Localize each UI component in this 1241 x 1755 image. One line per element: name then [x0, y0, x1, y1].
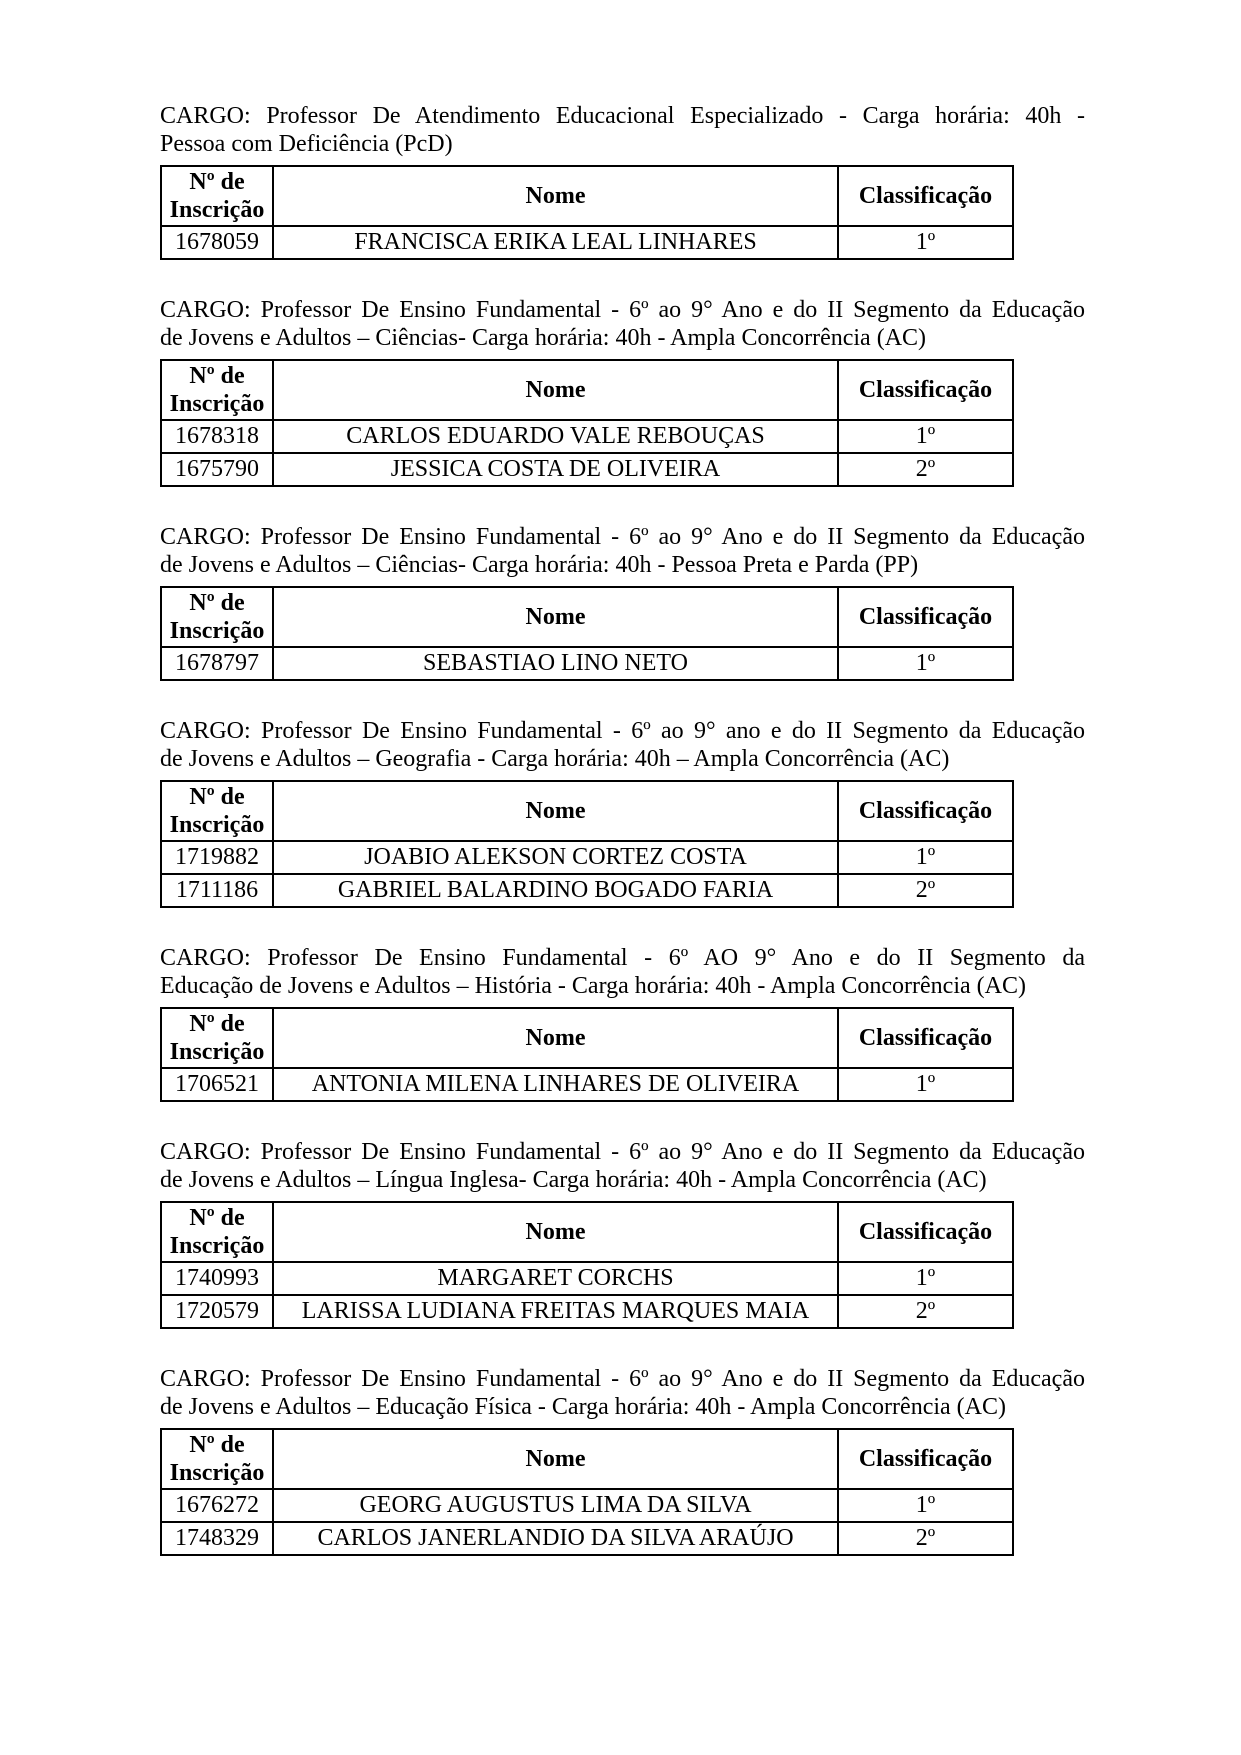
cargo-title-line: Pessoa com Deficiência (PcD) [160, 131, 453, 157]
cell-nome: JOABIO ALEKSON CORTEZ COSTA [273, 841, 838, 874]
cell-inscricao: 1719882 [161, 841, 273, 874]
col-header-nome: Nome [273, 781, 838, 841]
col-header-nome: Nome [273, 1008, 838, 1068]
cell-classificacao: 2º [838, 1295, 1013, 1328]
col-header-inscricao: Nº de Inscrição [161, 781, 273, 841]
cell-nome: LARISSA LUDIANA FREITAS MARQUES MAIA [273, 1295, 838, 1328]
table-row [161, 1295, 1013, 1328]
col-header-inscricao: Nº de Inscrição [161, 587, 273, 647]
cell-classificacao: 1º [838, 647, 1013, 680]
cell-inscricao: 1740993 [161, 1262, 273, 1295]
cargo-title [160, 944, 1085, 1000]
classification-table [160, 1201, 1014, 1329]
cargo-title [160, 523, 1085, 579]
cargo-title-line: de Jovens e Adultos – Ciências- Carga horária: 40h - Ampla Concorrência (AC) [160, 325, 927, 351]
col-header-inscricao: Nº de Inscrição [161, 1008, 273, 1068]
col-header-classificacao: Classificação [838, 166, 1013, 226]
cell-nome: JESSICA COSTA DE OLIVEIRA [273, 453, 838, 486]
cargo-title-line: CARGO: Professor De Ensino Fundamental - 6º ao 9° Ano e do II Segmento da Educação [160, 297, 1085, 323]
cargo-title-line: de Jovens e Adultos – Geografia - Carga horária: 40h – Ampla Concorrência (AC) [160, 746, 950, 772]
col-header-inscricao: Nº de Inscrição [161, 1429, 273, 1489]
cell-inscricao: 1720579 [161, 1295, 273, 1328]
cell-classificacao: 2º [838, 1522, 1013, 1555]
cell-classificacao: 1º [838, 1489, 1013, 1522]
table-row [161, 1262, 1013, 1295]
cargo-section [160, 717, 1241, 908]
col-header-classificacao: Classificação [838, 1429, 1013, 1489]
cargo-section [160, 944, 1241, 1102]
cell-nome: MARGARET CORCHS [273, 1262, 838, 1295]
cargo-section [160, 1365, 1241, 1556]
cell-nome: GABRIEL BALARDINO BOGADO FARIA [273, 874, 838, 907]
cargo-title-line: CARGO: Professor De Ensino Fundamental - 6º AO 9° Ano e do II Segmento da [160, 945, 1085, 971]
table-row [161, 647, 1013, 680]
classification-table [160, 165, 1014, 260]
cell-inscricao: 1678318 [161, 420, 273, 453]
table-row [161, 226, 1013, 259]
table-header-row [161, 587, 1013, 647]
col-header-nome: Nome [273, 166, 838, 226]
table-row [161, 1068, 1013, 1101]
cell-classificacao: 1º [838, 226, 1013, 259]
cell-nome: CARLOS EDUARDO VALE REBOUÇAS [273, 420, 838, 453]
table-header-row [161, 1008, 1013, 1068]
col-header-inscricao: Nº de Inscrição [161, 360, 273, 420]
col-header-classificacao: Classificação [838, 587, 1013, 647]
cell-nome: GEORG AUGUSTUS LIMA DA SILVA [273, 1489, 838, 1522]
cargo-title-line: CARGO: Professor De Ensino Fundamental - 6º ao 9° Ano e do II Segmento da Educação [160, 1366, 1085, 1392]
cargo-title [160, 1365, 1085, 1421]
cargo-title-line: CARGO: Professor De Ensino Fundamental - 6º ao 9° ano e do II Segmento da Educação [160, 718, 1085, 744]
cargo-title-line: CARGO: Professor De Ensino Fundamental - 6º ao 9° Ano e do II Segmento da Educação [160, 1139, 1085, 1165]
cargo-title-line: de Jovens e Adultos – Educação Física - Carga horária: 40h - Ampla Concorrência (AC) [160, 1394, 1006, 1420]
table-header-row [161, 1429, 1013, 1489]
table-row [161, 1522, 1013, 1555]
cargo-title [160, 102, 1085, 158]
cell-classificacao: 1º [838, 841, 1013, 874]
cell-inscricao: 1711186 [161, 874, 273, 907]
cargo-title-line: de Jovens e Adultos – Ciências- Carga horária: 40h - Pessoa Preta e Parda (PP) [160, 552, 919, 578]
col-header-nome: Nome [273, 360, 838, 420]
cargo-title-line: Educação de Jovens e Adultos – História - Carga horária: 40h - Ampla Concorrência (AC) [160, 973, 1026, 999]
cell-classificacao: 2º [838, 453, 1013, 486]
cell-inscricao: 1675790 [161, 453, 273, 486]
cell-classificacao: 2º [838, 874, 1013, 907]
table-header-row [161, 360, 1013, 420]
cell-classificacao: 1º [838, 420, 1013, 453]
classification-table [160, 586, 1014, 681]
cargo-section [160, 523, 1241, 681]
cell-classificacao: 1º [838, 1262, 1013, 1295]
col-header-classificacao: Classificação [838, 781, 1013, 841]
cell-nome: CARLOS JANERLANDIO DA SILVA ARAÚJO [273, 1522, 838, 1555]
cargo-title [160, 717, 1085, 773]
cargo-title-line: CARGO: Professor De Atendimento Educacional Especializado - Carga horária: 40h - [160, 103, 1085, 129]
col-header-classificacao: Classificação [838, 360, 1013, 420]
cargo-title [160, 296, 1085, 352]
table-row [161, 420, 1013, 453]
cell-inscricao: 1706521 [161, 1068, 273, 1101]
col-header-nome: Nome [273, 587, 838, 647]
cargo-section [160, 102, 1241, 260]
table-header-row [161, 781, 1013, 841]
classification-table [160, 1007, 1014, 1102]
table-row [161, 841, 1013, 874]
cell-nome: ANTONIA MILENA LINHARES DE OLIVEIRA [273, 1068, 838, 1101]
table-row [161, 874, 1013, 907]
cell-inscricao: 1678797 [161, 647, 273, 680]
cell-nome: FRANCISCA ERIKA LEAL LINHARES [273, 226, 838, 259]
cell-inscricao: 1748329 [161, 1522, 273, 1555]
col-header-inscricao: Nº de Inscrição [161, 166, 273, 226]
cargo-title-line: de Jovens e Adultos – Língua Inglesa- Carga horária: 40h - Ampla Concorrência (AC) [160, 1167, 987, 1193]
col-header-nome: Nome [273, 1429, 838, 1489]
table-header-row [161, 166, 1013, 226]
classification-table [160, 359, 1014, 487]
col-header-nome: Nome [273, 1202, 838, 1262]
col-header-classificacao: Classificação [838, 1202, 1013, 1262]
cell-nome: SEBASTIAO LINO NETO [273, 647, 838, 680]
classification-table [160, 1428, 1014, 1556]
cargo-section [160, 296, 1241, 487]
table-header-row [161, 1202, 1013, 1262]
col-header-classificacao: Classificação [838, 1008, 1013, 1068]
cargo-title [160, 1138, 1085, 1194]
table-row [161, 1489, 1013, 1522]
cell-inscricao: 1678059 [161, 226, 273, 259]
table-row [161, 453, 1013, 486]
cargo-title-line: CARGO: Professor De Ensino Fundamental - 6º ao 9° Ano e do II Segmento da Educação [160, 524, 1085, 550]
cargo-section [160, 1138, 1241, 1329]
classification-table [160, 780, 1014, 908]
cell-classificacao: 1º [838, 1068, 1013, 1101]
cell-inscricao: 1676272 [161, 1489, 273, 1522]
col-header-inscricao: Nº de Inscrição [161, 1202, 273, 1262]
